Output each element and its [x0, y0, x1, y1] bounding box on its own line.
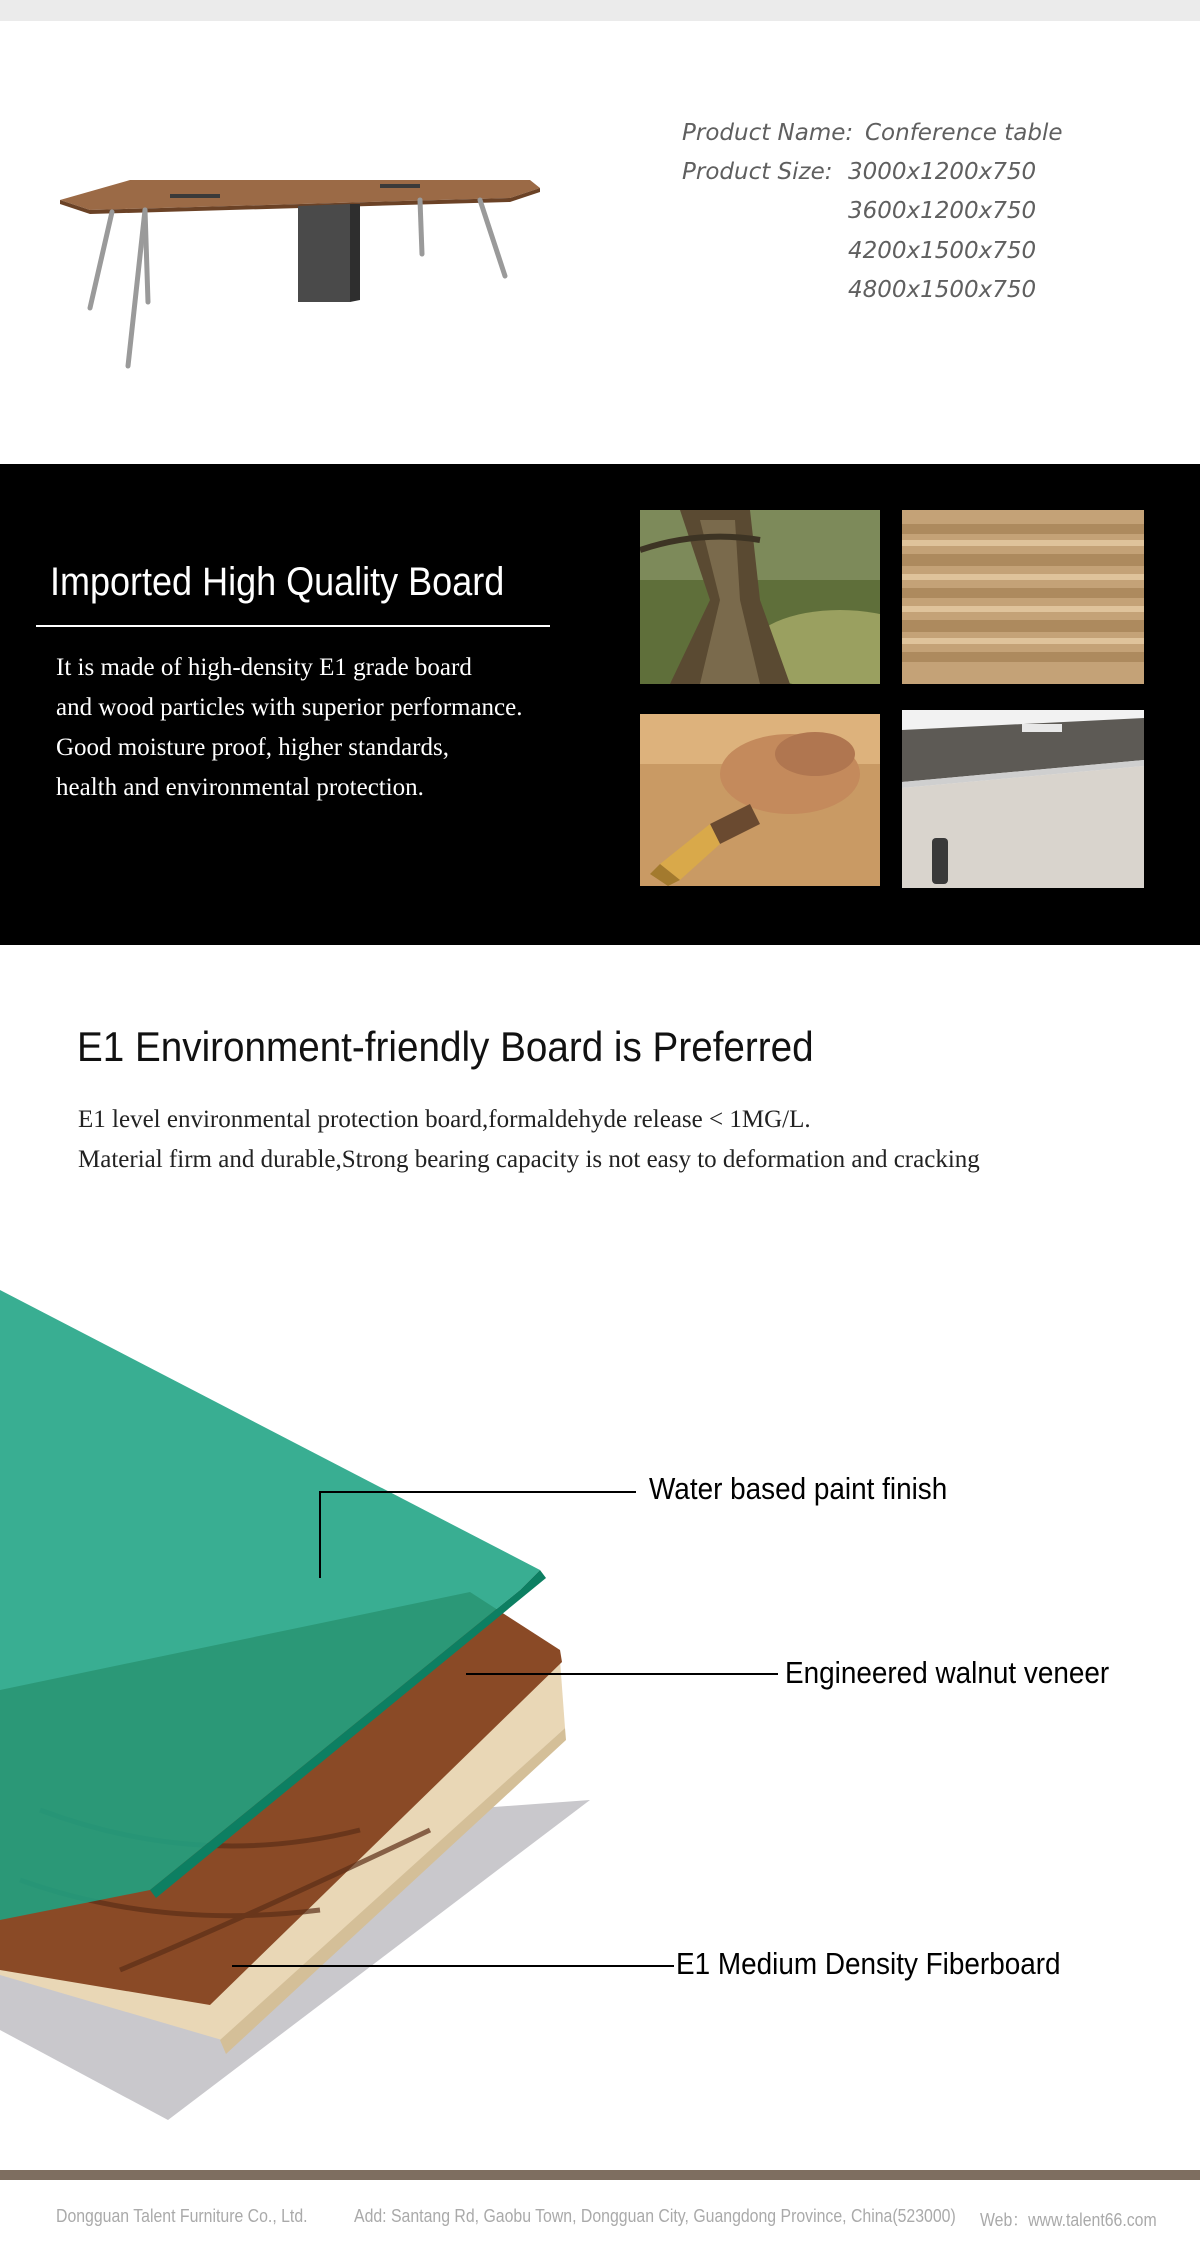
core-layer-label: E1 Medium Density Fiberboard: [676, 1946, 1061, 1981]
veneer-layer-label: Engineered walnut veneer: [785, 1655, 1110, 1690]
board-layers-diagram: [0, 1270, 1200, 2140]
wood-grain-photo: [902, 510, 1144, 684]
quality-description: [56, 648, 616, 808]
tree-trunk-photo: [640, 510, 880, 684]
e1-line-1: E1 level environmental protection board,formaldehyde release < 1MG/L.: [78, 1106, 811, 1133]
top-divider: [0, 0, 1200, 21]
product-name-value: Conference table: [865, 120, 1063, 146]
product-size-4: 4800x1500x750: [848, 277, 1037, 303]
paint-layer-label: Water based paint finish: [649, 1471, 948, 1506]
quality-title: Imported High Quality Board: [50, 560, 505, 604]
product-name-label: Product Name:: [682, 120, 854, 146]
product-size-label: Product Size:: [682, 159, 833, 185]
desk-detail-photo: [902, 710, 1144, 888]
footer-address: Add: Santang Rd, Gaobu Town, Dongguan City, Guangdong Province, China(523000): [354, 2206, 956, 2226]
conference-table-image: [50, 170, 540, 380]
product-size-3: 4200x1500x750: [848, 238, 1037, 264]
quality-line-4: health and environmental protection.: [56, 774, 424, 801]
quality-line-3: Good moisture proof, higher standards,: [56, 734, 449, 761]
brush-painting-photo: [640, 714, 880, 886]
e1-description: [78, 1100, 980, 1180]
quality-title-underline: [36, 625, 550, 627]
product-size-1: 3000x1200x750: [848, 159, 1037, 185]
quality-line-2: and wood particles with superior performance.: [56, 694, 523, 721]
footer-website: Web：www.talent66.com: [980, 2210, 1157, 2230]
e1-line-2: Material firm and durable,Strong bearing capacity is not easy to deformation and cracking: [78, 1146, 980, 1173]
product-size-2: 3600x1200x750: [848, 198, 1037, 224]
quality-line-1: It is made of high-density E1 grade board: [56, 654, 472, 681]
footer-divider: [0, 2170, 1200, 2180]
e1-title: E1 Environment-friendly Board is Preferred: [77, 1023, 814, 1070]
footer-company: Dongguan Talent Furniture Co., Ltd.: [56, 2206, 308, 2226]
